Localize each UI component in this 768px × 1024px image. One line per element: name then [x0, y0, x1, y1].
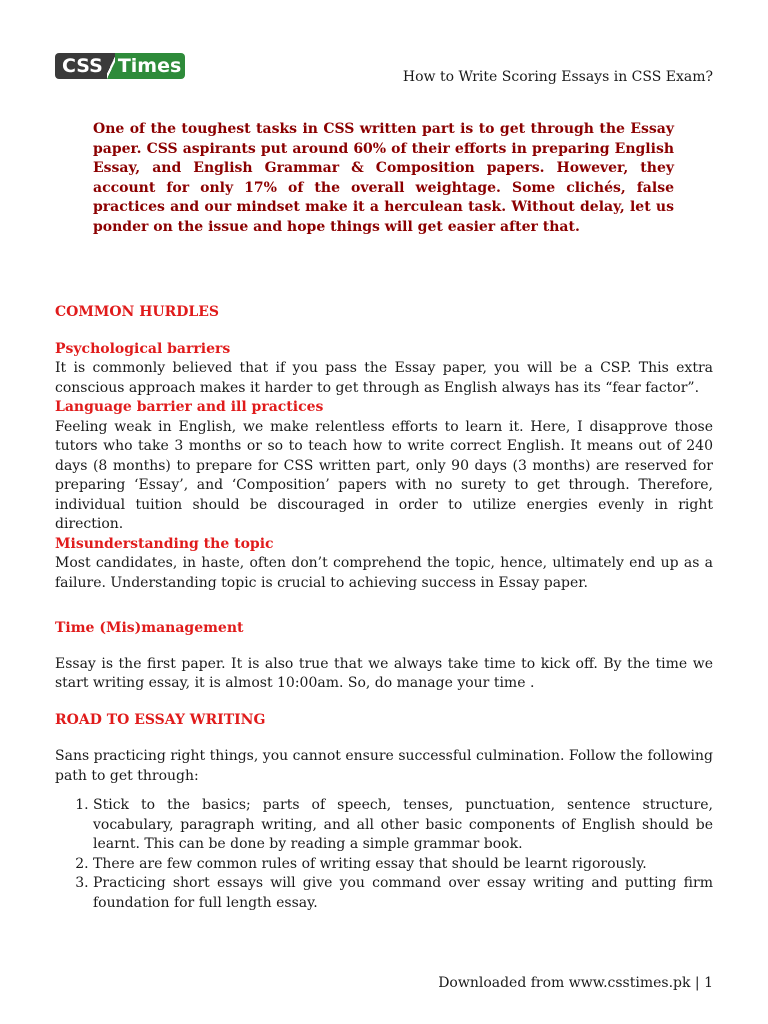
paragraph-road-intro: Sans practicing right things, you cannot ensure successful culmination. Follow the following path to get through:	[55, 748, 713, 784]
subheading-misunderstanding-topic: Misunderstanding the topic	[55, 535, 274, 552]
paragraph-psychological-barriers: It is commonly believed that if you pass the Essay paper, you will be a CSP. This extra conscious approach makes it harder to get through as English always has its “fear factor”.	[55, 360, 713, 396]
list-item: 1. Stick to the basics; parts of speech, tenses, punctuation, sentence structure, vocabulary, paragraph writing, and all other basic components of English should be learnt. This can be done by reading a simple grammar book.	[93, 796, 713, 855]
subheading-psychological-barriers: Psychological barriers	[55, 340, 231, 357]
paragraph-time-management: Essay is the first paper. It is also true that we always take time to kick off. By the time we start writing essay, it is almost 10:00am. So, do manage your time .	[55, 655, 713, 691]
logo-css-text: CSS	[55, 53, 107, 79]
article-body	[55, 303, 713, 913]
list-item: 2. There are few common rules of writing essay that should be learnt rigorously.	[93, 855, 713, 875]
logo-slash-icon	[107, 53, 115, 79]
road-steps-list	[55, 796, 713, 913]
heading-road-to-essay-writing: ROAD TO ESSAY WRITING	[55, 711, 266, 728]
paragraph-language-barrier: Feeling weak in English, we make relentless efforts to learn it. Here, I disapprove those tutors who take 3 months or so to teach how to write correct English. It means out of 240 days (8 months) to prepare for CSS written part, only 90 days (3 months) are reserved for preparing ‘Essay’, and ‘Composition’ papers with no surety to get through. Therefore, individual tuition should be discouraged in order to utilize energies evenly in right direction.	[55, 418, 713, 532]
list-item: 3. Practicing short essays will give you command over essay writing and putting firm foundation for full length essay.	[93, 874, 713, 913]
paragraph-misunderstanding-topic: Most candidates, in haste, often don’t comprehend the topic, hence, ultimately end up as a failure. Understanding topic is crucial to achieving success in Essay paper.	[55, 555, 713, 591]
heading-common-hurdles: COMMON HURDLES	[55, 304, 220, 320]
heading-time-management: Time (Mis)management	[55, 620, 244, 636]
intro-paragraph: One of the toughest tasks in CSS written part is to get through the Essay paper. CSS aspirants put around 60% of their efforts in preparing English Essay, and English Grammar & Composition papers. However, they account for only 17% of the overall weightage. Some clichés, false practices and our mindset make it a herculean task. Without delay, let us ponder on the issue and hope things will get easier after that.	[93, 121, 674, 235]
subheading-language-barrier: Language barrier and ill practices	[55, 399, 324, 415]
logo-times-text: Times	[115, 53, 185, 79]
page-footer: Downloaded from www.csstimes.pk | 1	[438, 975, 713, 991]
header-title: How to Write Scoring Essays in CSS Exam?	[402, 69, 713, 85]
csstimes-logo	[55, 53, 185, 79]
